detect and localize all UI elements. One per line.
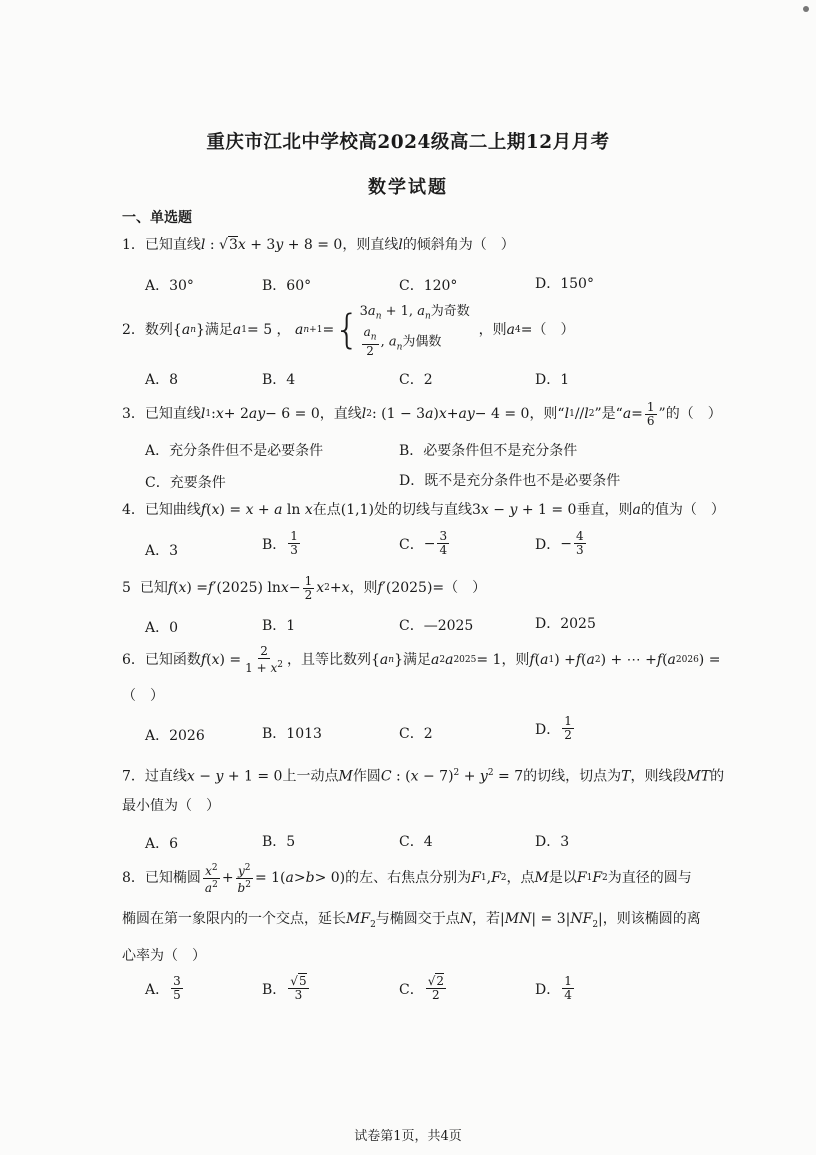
option-c[interactable]: C．2 — [399, 726, 433, 742]
option-c[interactable]: C．—2025 — [399, 618, 474, 634]
question-6-answer-paren: （ ） — [122, 688, 164, 704]
option-d[interactable]: D．3 — [535, 834, 570, 850]
question-4: 4．已知曲线f(x) = x + a ln x在点(1,1)处的切线与直线3x − y + 1 = 0垂直，则a的值为（ ） — [122, 502, 725, 518]
question-8: 8． 已知椭圆 $\frac{x^2}{a^2}$ + $\frac{y^2}{b^2}$ = 1( a > b > 0) 的左、右焦点分别为 F 1 , F 2 ，点 M 是以 F 1 F 2 为直径的圆与 — [122, 862, 692, 895]
option-b[interactable]: B．1013 — [262, 726, 322, 742]
option-c[interactable]: C．4 — [399, 834, 433, 850]
question-7-line2: 最小值为（ ） — [122, 798, 220, 814]
page-footer: 试卷第1页，共4页 — [354, 1129, 462, 1144]
question-6: 6． 已知函数 f ( x ) = $\frac{2}{1 + x^2}$ ，且等比数列 { a n } 满足 a 2 a 2025 = 1 ，则 f ( a 1 ) + f ( a 2 ) + ⋯ + f ( a 2026 ) = — [122, 644, 721, 675]
exam-subtitle: 数学试题 — [368, 177, 448, 198]
option-a[interactable]: A．8 — [145, 372, 179, 388]
question-1: 1．已知直线l : √3x + 3y + 8 = 0，则直线l的倾斜角为（ ） — [122, 237, 515, 253]
question-number: 6． — [122, 652, 145, 668]
option-b[interactable]: B．5 — [262, 834, 296, 850]
exam-title: 重庆市江北中学校高2024级高二上期12月月考 — [206, 132, 610, 153]
option-d[interactable]: D．2025 — [535, 616, 596, 632]
question-number: 2． — [122, 322, 145, 338]
option-a[interactable]: A．3 — [145, 543, 179, 559]
question-8-line3: 心率为（ ） — [122, 948, 206, 964]
question-number: 3． — [122, 406, 145, 422]
question-number: 7． — [122, 768, 145, 785]
question-5: 5 已知 f ( x ) = f ′(2025) ln x − $\frac{1}{2}$ x 2 + x ，则 f ′(2025) =（ ） — [122, 573, 487, 602]
question-number: 4． — [122, 502, 145, 518]
scan-mark — [803, 6, 809, 12]
option-c[interactable]: C．120° — [399, 278, 458, 294]
question-8-line2: 椭圆在第一象限内的一个交点，延长$MF_2$与椭圆交于点N，若$|MN| = 3|NF_2|$，则该椭圆的离 — [122, 911, 701, 930]
option-b[interactable]: B． $\frac{1}{3}$ — [262, 529, 298, 557]
option-a[interactable]: A．充分条件但不是必要条件 — [145, 443, 324, 459]
option-d[interactable]: D． − $\frac{4}{3}$ — [535, 529, 584, 557]
option-a[interactable]: A． $\frac{3}{5}$ — [145, 974, 181, 1002]
option-b[interactable]: B．1 — [262, 618, 296, 634]
option-c[interactable]: C．2 — [399, 372, 433, 388]
option-c[interactable]: C．充要条件 — [145, 475, 226, 491]
question-number: 1． — [122, 237, 145, 253]
option-d[interactable]: D．150° — [535, 276, 594, 292]
option-d[interactable]: D． $\frac{1}{4}$ — [535, 974, 572, 1002]
option-a[interactable]: A．6 — [145, 836, 179, 852]
question-2: 2． 数列 { a n } 满足 a 1 = 5 ， a n+1 = { $3a_n + 1$, $a_n$为奇数 $\frac{a_n}{2}$ , $a_n$为偶数 ，则 a 4 =（ ） — [122, 303, 575, 359]
option-d[interactable]: D．1 — [535, 372, 570, 388]
option-a[interactable]: A．0 — [145, 620, 179, 636]
option-c[interactable]: C． − $\frac{3}{4}$ — [399, 529, 448, 557]
option-c[interactable]: C． $\frac{√2}{2}$ — [399, 974, 445, 1002]
option-d[interactable]: D．既不是充分条件也不是必要条件 — [399, 473, 621, 489]
option-b[interactable]: B． $\frac{√5}{3}$ — [262, 974, 307, 1002]
option-d[interactable]: D． $\frac{1}{2}$ — [535, 714, 572, 742]
option-a[interactable]: A．30° — [145, 278, 194, 294]
question-7: 7．过直线x − y + 1 = 0上一动点M作圆C : $(x - 7)^2 + y^2 = 7$的切线，切点为T，则线段MT的 — [122, 768, 725, 785]
question-number: 8． — [122, 870, 145, 886]
option-a[interactable]: A．2026 — [145, 728, 205, 744]
option-b[interactable]: B．必要条件但不是充分条件 — [399, 443, 578, 459]
question-number: 5 — [122, 580, 131, 596]
question-3: 3． 已知直线 l 1 : x + 2 ay − 6 = 0 ，直线 l 2 : (1 − 3 a ) x + ay − 4 = 0 ，则“ l 1 // l 2 ”是“ a = $\frac{1}{6}$ ”的（ ） — [122, 399, 722, 428]
option-b[interactable]: B．4 — [262, 372, 296, 388]
option-b[interactable]: B．60° — [262, 278, 312, 294]
section-heading: 一、单选题 — [122, 210, 192, 226]
